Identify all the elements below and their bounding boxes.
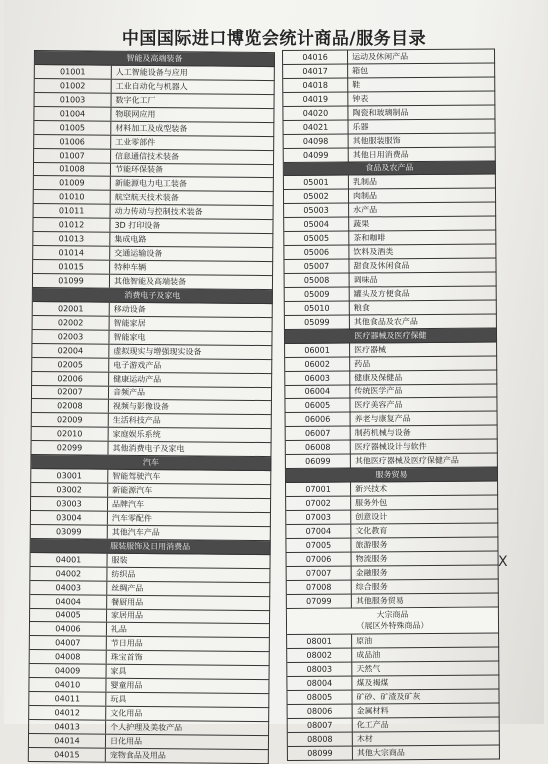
item-name: 工业自动化与机器人 bbox=[115, 81, 188, 92]
item-name: 特种车辆 bbox=[114, 262, 147, 273]
item-code: 04099 bbox=[284, 148, 349, 161]
category-label: 医疗器械及医疗保健 bbox=[354, 330, 427, 341]
item-name: 虚拟现实与增强现实设备 bbox=[113, 346, 202, 357]
item-name: 移动设备 bbox=[113, 304, 146, 314]
category-header bbox=[286, 468, 498, 483]
item-code: 08001 bbox=[287, 635, 352, 648]
table-row bbox=[285, 356, 497, 371]
item-name: 纺织品 bbox=[111, 569, 136, 579]
category-label: 大宗商品 bbox=[376, 610, 409, 620]
item-code: 02008 bbox=[32, 399, 109, 413]
item-name: 健康及保健品 bbox=[354, 372, 403, 383]
item-code: 04012 bbox=[29, 706, 106, 720]
item-code: 07006 bbox=[287, 552, 352, 565]
item-name: 其他智能及高端装备 bbox=[113, 276, 187, 287]
table-row bbox=[284, 259, 496, 274]
category-label: 汽车 bbox=[142, 458, 159, 468]
item-name: 矿砂、矿渣及矿灰 bbox=[356, 692, 421, 702]
table-row bbox=[286, 523, 498, 538]
item-code: 08002 bbox=[287, 649, 352, 662]
item-code: 04009 bbox=[30, 664, 107, 678]
item-code: 01013 bbox=[33, 232, 110, 246]
item-code: 08099 bbox=[288, 746, 353, 759]
item-code: 08005 bbox=[287, 691, 352, 704]
item-name: 金融服务 bbox=[355, 567, 388, 578]
item-code: 02009 bbox=[32, 413, 109, 427]
item-name: 木材 bbox=[356, 734, 373, 744]
item-code: 02007 bbox=[32, 385, 109, 399]
table-row bbox=[286, 454, 498, 469]
item-code: 01009 bbox=[34, 176, 111, 190]
table-row bbox=[285, 398, 497, 413]
table-row bbox=[285, 314, 497, 329]
table-row bbox=[284, 231, 496, 246]
item-code: 02006 bbox=[32, 372, 109, 386]
item-code: 01099 bbox=[33, 274, 110, 288]
item-name: 智能家电 bbox=[113, 332, 146, 342]
item-code: 07004 bbox=[286, 524, 351, 537]
item-name: 新能源电力电工装备 bbox=[114, 179, 187, 189]
item-name: 音频产品 bbox=[112, 388, 146, 398]
table-row bbox=[286, 426, 498, 441]
table-row bbox=[288, 745, 500, 760]
item-code: 04016 bbox=[283, 51, 348, 64]
table-row bbox=[285, 342, 497, 357]
item-name: 智能家居 bbox=[113, 318, 146, 328]
item-code: 01006 bbox=[34, 135, 111, 149]
item-name: 珠宝首饰 bbox=[110, 652, 143, 663]
table-row bbox=[284, 217, 496, 232]
item-name: 日化用品 bbox=[109, 736, 143, 746]
item-code: 07008 bbox=[287, 580, 352, 593]
item-name: 肉制品 bbox=[352, 191, 378, 201]
item-code: 08008 bbox=[288, 732, 353, 745]
item-code: 06008 bbox=[286, 441, 351, 454]
item-code: 07005 bbox=[286, 538, 351, 551]
item-name: 其他日用消费品 bbox=[352, 149, 409, 160]
table-row bbox=[286, 537, 498, 552]
item-name: 交通运输设备 bbox=[114, 248, 163, 259]
item-name: 化工产品 bbox=[356, 720, 389, 730]
item-code: 07001 bbox=[286, 483, 351, 496]
item-code: 04013 bbox=[29, 720, 106, 734]
item-name: 其他服务贸易 bbox=[355, 595, 404, 606]
item-name: 其他大宗商品 bbox=[356, 748, 405, 758]
table-row bbox=[283, 77, 495, 92]
table-row bbox=[284, 245, 496, 260]
item-name: 制药机械与设备 bbox=[354, 428, 411, 438]
item-code: 04014 bbox=[29, 734, 106, 748]
item-code: 03004 bbox=[31, 511, 108, 525]
item-code: 01015 bbox=[33, 260, 110, 274]
table-row bbox=[287, 579, 499, 594]
item-name: 信息通信技术装备 bbox=[115, 151, 180, 161]
item-name: 箱包 bbox=[352, 66, 369, 76]
item-name: 天然气 bbox=[356, 664, 381, 674]
item-name: 茶和咖啡 bbox=[353, 233, 386, 243]
item-name: 生活科技产品 bbox=[112, 416, 161, 426]
item-code: 01003 bbox=[35, 93, 112, 107]
table-row bbox=[287, 634, 499, 649]
item-code: 05008 bbox=[285, 274, 350, 287]
item-code: 04015 bbox=[29, 748, 106, 762]
table-row bbox=[288, 718, 500, 733]
item-code: 02003 bbox=[32, 330, 109, 344]
item-code: 06006 bbox=[286, 413, 351, 426]
item-name: 礼品 bbox=[110, 625, 127, 635]
item-code: 02002 bbox=[33, 316, 110, 330]
item-code: 05099 bbox=[285, 315, 350, 328]
item-code: 05007 bbox=[284, 260, 349, 273]
item-name: 家庭娱乐系统 bbox=[112, 429, 161, 440]
item-name: 工业零部件 bbox=[115, 137, 156, 147]
item-code: 04011 bbox=[29, 692, 106, 706]
table-row bbox=[287, 565, 499, 580]
item-name: 医疗美容产品 bbox=[354, 400, 403, 410]
table-row bbox=[284, 175, 496, 190]
item-code: 04004 bbox=[30, 595, 107, 609]
item-name: 传统医学产品 bbox=[354, 386, 403, 396]
item-code: 02010 bbox=[32, 427, 109, 441]
item-name: 个人护理及美妆产品 bbox=[110, 722, 183, 733]
item-code: 04003 bbox=[30, 581, 107, 595]
item-name: 文化教育 bbox=[355, 526, 388, 536]
item-name: 视频与影像设备 bbox=[112, 402, 169, 412]
item-name: 智能驾驶汽车 bbox=[112, 471, 161, 482]
item-name: 宠物食品及用品 bbox=[109, 750, 166, 761]
category-header bbox=[285, 328, 497, 343]
item-code: 04008 bbox=[30, 650, 107, 664]
item-code: 04018 bbox=[283, 78, 348, 91]
table-row bbox=[285, 286, 497, 301]
item-code: 01002 bbox=[35, 79, 112, 93]
item-name: 饮料及酒类 bbox=[353, 247, 394, 257]
item-name: 药品 bbox=[354, 358, 371, 369]
category-label: （展区外特殊商品） bbox=[356, 621, 429, 631]
item-name: 金属材料 bbox=[356, 706, 389, 716]
table-row bbox=[287, 648, 499, 663]
item-code: 08004 bbox=[287, 677, 352, 690]
item-name: 甜食及休闲食品 bbox=[353, 261, 410, 271]
item-code: 04098 bbox=[284, 134, 349, 147]
item-name: 汽车零配件 bbox=[111, 513, 152, 523]
item-code: 07099 bbox=[287, 594, 352, 607]
item-name: 罐头及方便食品 bbox=[353, 289, 410, 299]
category-label: 消费电子及家电 bbox=[124, 290, 181, 301]
item-code: 07007 bbox=[287, 566, 352, 579]
item-name: 婴童用品 bbox=[110, 680, 143, 691]
item-code: 04007 bbox=[30, 636, 107, 650]
item-code: 01011 bbox=[34, 204, 111, 218]
item-code: 05003 bbox=[284, 204, 349, 217]
item-name: 蔬果 bbox=[353, 219, 370, 229]
item-code: 04021 bbox=[283, 120, 348, 133]
item-code: 01005 bbox=[34, 121, 111, 135]
table-row bbox=[286, 509, 498, 524]
item-name: 煤及褐煤 bbox=[356, 678, 389, 688]
table-row bbox=[288, 731, 500, 746]
item-code: 05005 bbox=[284, 232, 349, 245]
item-code: 01014 bbox=[33, 246, 110, 260]
item-code: 01010 bbox=[34, 190, 111, 204]
catalog-table-right bbox=[282, 49, 500, 761]
table-row bbox=[284, 189, 496, 204]
item-name: 新兴技术 bbox=[355, 484, 388, 494]
item-code: 06002 bbox=[285, 357, 350, 370]
table-row bbox=[284, 133, 496, 148]
item-name: 服装 bbox=[111, 555, 128, 565]
item-code: 08006 bbox=[288, 705, 353, 718]
item-name: 玩具 bbox=[110, 694, 127, 704]
item-name: 集成电路 bbox=[114, 234, 147, 245]
item-name: 运动及休闲产品 bbox=[352, 52, 409, 62]
item-code: 05004 bbox=[284, 218, 349, 231]
item-code: 03003 bbox=[31, 497, 108, 511]
table-row bbox=[287, 593, 499, 608]
item-name: 成品油 bbox=[356, 650, 381, 660]
item-code: 04019 bbox=[283, 92, 348, 105]
table-row bbox=[283, 63, 495, 78]
item-name: 3D 打印设备 bbox=[114, 220, 161, 231]
table-row bbox=[285, 273, 497, 288]
table-row bbox=[288, 704, 500, 719]
item-name: 综合服务 bbox=[355, 581, 388, 592]
table-row bbox=[287, 662, 499, 677]
item-code: 06007 bbox=[286, 427, 351, 440]
item-code: 05006 bbox=[284, 246, 349, 259]
table-row bbox=[285, 370, 497, 385]
item-code: 06099 bbox=[286, 455, 351, 468]
item-name: 物流服务 bbox=[355, 553, 388, 564]
item-code: 05010 bbox=[285, 301, 350, 314]
item-code: 02001 bbox=[33, 302, 110, 316]
item-code: 08003 bbox=[287, 663, 352, 676]
item-name: 创意设计 bbox=[355, 512, 388, 522]
item-name: 鞋 bbox=[352, 80, 361, 90]
item-name: 其他服装服饰 bbox=[352, 135, 401, 146]
item-name: 品牌汽车 bbox=[112, 499, 145, 509]
item-code: 08007 bbox=[288, 719, 353, 732]
item-code: 04005 bbox=[30, 608, 107, 622]
table-row bbox=[285, 384, 497, 399]
item-name: 乐器 bbox=[352, 122, 369, 132]
table-row bbox=[284, 147, 496, 162]
item-name: 动力传动与控制技术装备 bbox=[114, 206, 203, 217]
item-name: 粮食 bbox=[353, 303, 370, 313]
item-name: 节日用品 bbox=[110, 639, 143, 649]
item-name: 陶瓷和玻璃制品 bbox=[352, 107, 409, 118]
item-code: 04002 bbox=[30, 567, 107, 581]
item-code: 04001 bbox=[30, 553, 107, 567]
item-name: 其他医疗器械及医疗保健产品 bbox=[354, 455, 459, 466]
item-code: 06004 bbox=[285, 385, 350, 398]
item-name: 医疗器械设计与软件 bbox=[354, 442, 427, 452]
item-code: 02005 bbox=[32, 358, 109, 372]
table-row bbox=[286, 440, 498, 455]
item-code: 04017 bbox=[283, 64, 348, 77]
table-row bbox=[284, 203, 496, 218]
item-name: 调味品 bbox=[353, 275, 378, 285]
item-code: 05009 bbox=[285, 287, 350, 300]
item-code: 02099 bbox=[31, 441, 108, 455]
category-label: 食品及农产品 bbox=[365, 163, 414, 173]
table-row bbox=[283, 50, 495, 65]
item-code: 02004 bbox=[32, 344, 109, 358]
category-header bbox=[287, 607, 499, 635]
item-code: 01007 bbox=[34, 149, 111, 163]
handwritten-x-mark: X bbox=[498, 554, 508, 570]
item-code: 03002 bbox=[31, 483, 108, 497]
table-row bbox=[283, 91, 495, 106]
item-name: 新能源汽车 bbox=[112, 485, 153, 496]
item-code: 03099 bbox=[31, 525, 108, 539]
item-name: 健康运动产品 bbox=[113, 374, 162, 384]
item-name: 节能环保装备 bbox=[114, 165, 163, 175]
item-name: 餐厨用品 bbox=[111, 597, 144, 607]
item-code: 04010 bbox=[29, 678, 106, 692]
item-name: 家具 bbox=[110, 666, 127, 677]
item-name: 钟表 bbox=[352, 94, 369, 104]
category-label: 服务贸易 bbox=[375, 470, 408, 480]
category-label: 服装服饰及日用消费品 bbox=[110, 541, 191, 552]
item-code: 01004 bbox=[34, 107, 111, 121]
table-row bbox=[286, 412, 498, 427]
item-name: 其他食品及农产品 bbox=[353, 316, 418, 327]
item-name: 乳制品 bbox=[352, 177, 377, 187]
item-name: 养老与康复产品 bbox=[354, 414, 411, 424]
item-code: 03001 bbox=[31, 469, 108, 483]
item-name: 航空航天技术装备 bbox=[114, 193, 179, 203]
table-row bbox=[287, 690, 499, 705]
item-name: 原油 bbox=[356, 636, 373, 646]
item-code: 01008 bbox=[34, 163, 111, 177]
item-code: 06005 bbox=[285, 399, 350, 412]
item-code: 01012 bbox=[33, 218, 110, 232]
item-name: 服务外包 bbox=[355, 498, 388, 508]
item-code: 07002 bbox=[286, 497, 351, 510]
item-code: 05001 bbox=[284, 176, 349, 189]
item-name: 其他汽车产品 bbox=[111, 527, 160, 537]
item-name: 其他消费电子及家电 bbox=[112, 443, 185, 454]
item-code: 07003 bbox=[286, 510, 351, 523]
table-row bbox=[283, 105, 495, 120]
table-row bbox=[29, 748, 269, 764]
item-code: 04006 bbox=[30, 622, 107, 636]
item-code: 06001 bbox=[285, 343, 350, 356]
item-name: 材料加工及成型装备 bbox=[115, 123, 188, 133]
category-label: 智能及高端装备 bbox=[126, 53, 183, 64]
page-title: 中国国际进口博览会统计商品/服务目录 bbox=[121, 29, 427, 49]
table-row bbox=[285, 300, 497, 315]
item-name: 物联网应用 bbox=[115, 109, 156, 119]
table-row bbox=[286, 496, 498, 511]
item-name: 丝绸产品 bbox=[111, 583, 144, 593]
catalog-table-left bbox=[28, 50, 275, 764]
item-name: 文化用品 bbox=[110, 708, 143, 719]
document-page bbox=[4, 0, 544, 761]
table-row bbox=[287, 676, 499, 691]
item-code: 05002 bbox=[284, 190, 349, 203]
item-code: 04020 bbox=[283, 106, 348, 119]
item-name: 旅游服务 bbox=[355, 540, 388, 550]
item-name: 水产品 bbox=[353, 205, 378, 215]
table-row bbox=[283, 119, 495, 134]
item-name: 人工智能设备与应用 bbox=[115, 67, 188, 78]
item-name: 数字化工厂 bbox=[115, 95, 156, 105]
table-row bbox=[287, 551, 499, 566]
item-code: 06003 bbox=[285, 371, 350, 384]
item-name: 医疗器械 bbox=[354, 344, 387, 355]
table-row bbox=[286, 482, 498, 497]
category-header bbox=[284, 161, 496, 176]
item-name: 家居用品 bbox=[111, 611, 144, 621]
item-name: 电子游戏产品 bbox=[113, 360, 162, 370]
item-code: 01001 bbox=[35, 65, 112, 79]
